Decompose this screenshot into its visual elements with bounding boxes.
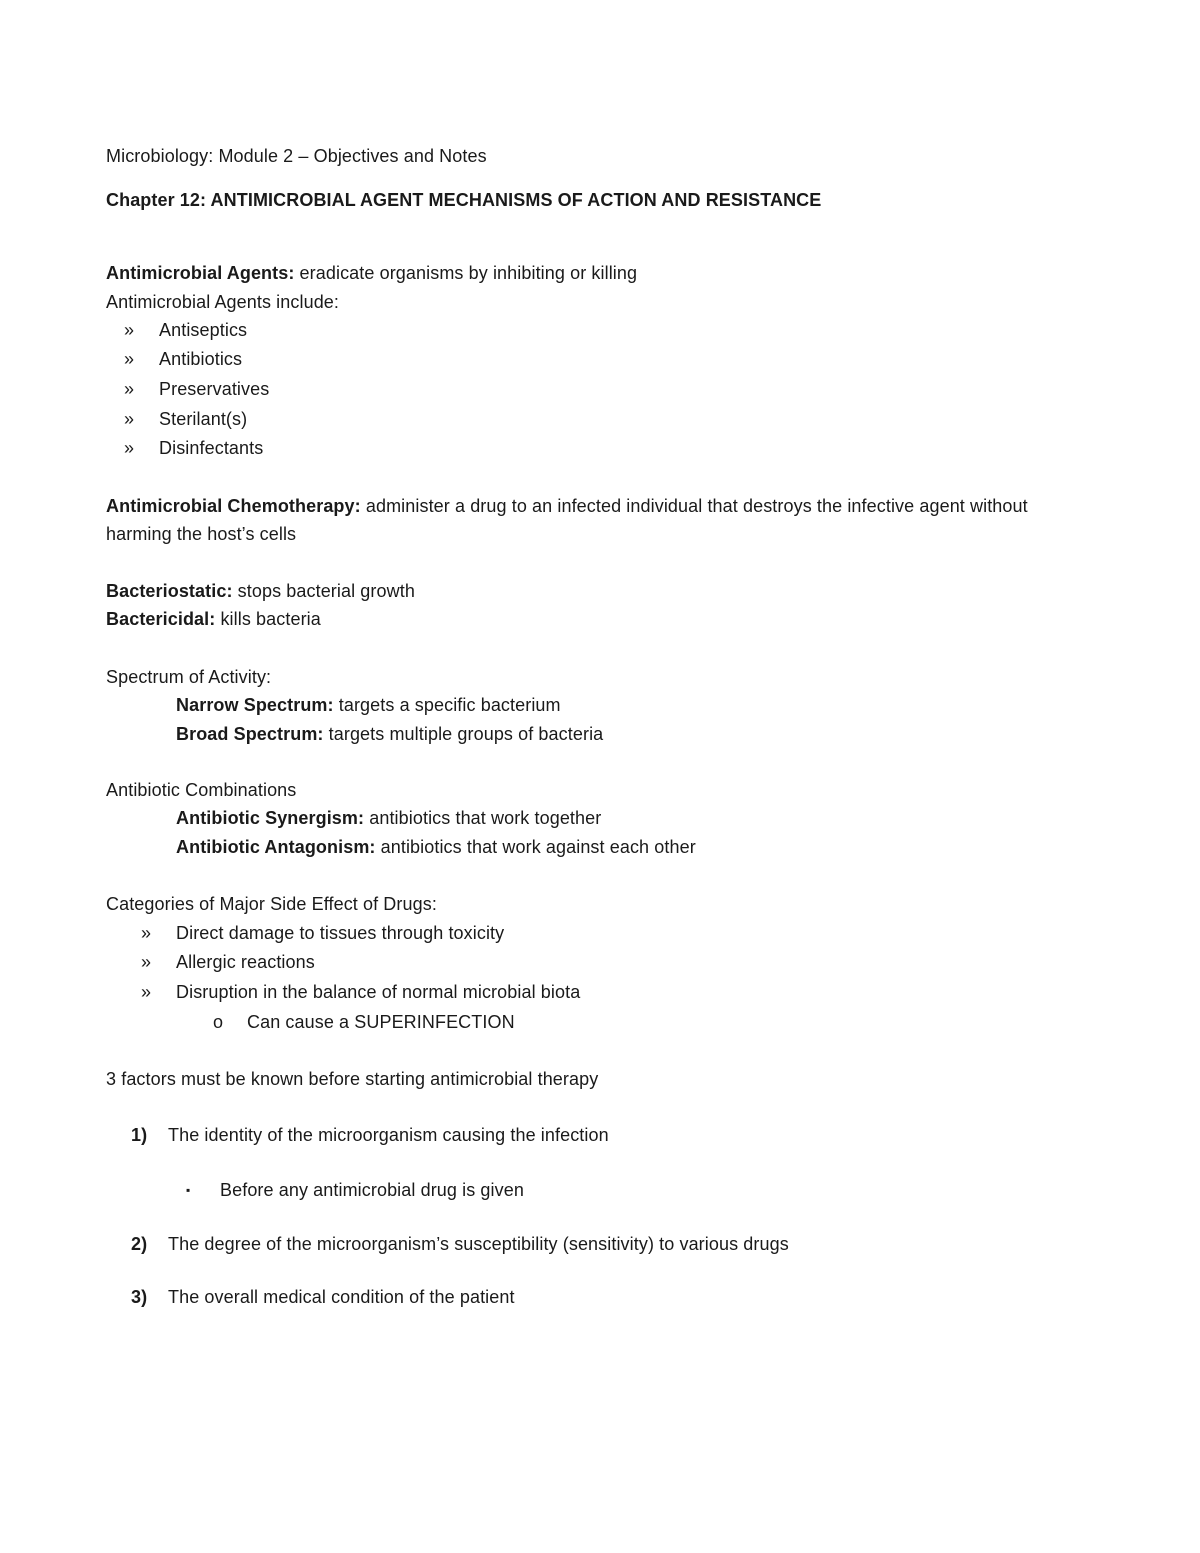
chevron-bullet-icon: » bbox=[124, 320, 135, 340]
numbered-item: The overall medical condition of the patient bbox=[168, 1287, 515, 1307]
square-bullet-icon: ▪ bbox=[186, 1183, 191, 1197]
list-item: Direct damage to tissues through toxicity bbox=[176, 923, 505, 943]
numbered-item: The degree of the microorganism’s susceptibility (sensitivity) to various drugs bbox=[168, 1234, 789, 1254]
list-item: Preservatives bbox=[159, 379, 270, 399]
agents-include-label: Antimicrobial Agents include: bbox=[106, 292, 340, 312]
list-item: Disruption in the balance of normal microbial biota bbox=[176, 982, 581, 1002]
chevron-bullet-icon: » bbox=[124, 409, 135, 429]
bacteriostatic-definition: Bacteriostatic: stops bacterial growth bbox=[106, 581, 415, 601]
side-effects-label: Categories of Major Side Effect of Drugs: bbox=[106, 894, 437, 914]
numbered-marker: 2) bbox=[131, 1234, 148, 1254]
chevron-bullet-icon: » bbox=[141, 982, 152, 1002]
sub-list-item: Before any antimicrobial drug is given bbox=[220, 1180, 524, 1200]
numbered-marker: 1) bbox=[131, 1125, 148, 1145]
factors-label: 3 factors must be known before starting antimicrobial therapy bbox=[106, 1069, 599, 1089]
bactericidal-definition: Bactericidal: kills bacteria bbox=[106, 609, 321, 629]
chapter-heading: Chapter 12: ANTIMICROBIAL AGENT MECHANISMS OF ACTION AND RESISTANCE bbox=[106, 190, 822, 210]
agents-definition: Antimicrobial Agents: eradicate organisms by inhibiting or killing bbox=[106, 263, 638, 283]
sub-list-item: Can cause a SUPERINFECTION bbox=[247, 1012, 515, 1032]
combinations-label: Antibiotic Combinations bbox=[106, 780, 297, 800]
circle-bullet-icon: o bbox=[213, 1012, 224, 1032]
chevron-bullet-icon: » bbox=[124, 438, 135, 458]
list-item: Antiseptics bbox=[159, 320, 248, 340]
list-item: Disinfectants bbox=[159, 438, 264, 458]
chemotherapy-term: Antimicrobial Chemotherapy: bbox=[106, 496, 361, 516]
document-title: Microbiology: Module 2 – Objectives and Notes bbox=[106, 146, 487, 166]
list-item: Allergic reactions bbox=[176, 952, 315, 972]
numbered-marker: 3) bbox=[131, 1287, 148, 1307]
chevron-bullet-icon: » bbox=[124, 379, 135, 399]
chemotherapy-definition: Antimicrobial Chemotherapy: administer a drug to an infected individual that destroys the infective agent without harming the host’s cells bbox=[106, 496, 1028, 544]
chevron-bullet-icon: » bbox=[141, 923, 152, 943]
numbered-item: The identity of the microorganism causing the infection bbox=[168, 1125, 609, 1145]
chevron-bullet-icon: » bbox=[124, 349, 135, 369]
spectrum-label: Spectrum of Activity: bbox=[106, 667, 272, 687]
narrow-spectrum-definition: Narrow Spectrum: targets a specific bacterium bbox=[176, 695, 561, 715]
broad-spectrum-definition: Broad Spectrum: targets multiple groups of bacteria bbox=[176, 724, 604, 744]
agents-term: Antimicrobial Agents: bbox=[106, 263, 295, 283]
chevron-bullet-icon: » bbox=[141, 952, 152, 972]
list-item: Sterilant(s) bbox=[159, 409, 248, 429]
synergism-definition: Antibiotic Synergism: antibiotics that work together bbox=[176, 808, 602, 828]
antagonism-definition: Antibiotic Antagonism: antibiotics that work against each other bbox=[176, 837, 696, 857]
list-item: Antibiotics bbox=[159, 349, 243, 369]
